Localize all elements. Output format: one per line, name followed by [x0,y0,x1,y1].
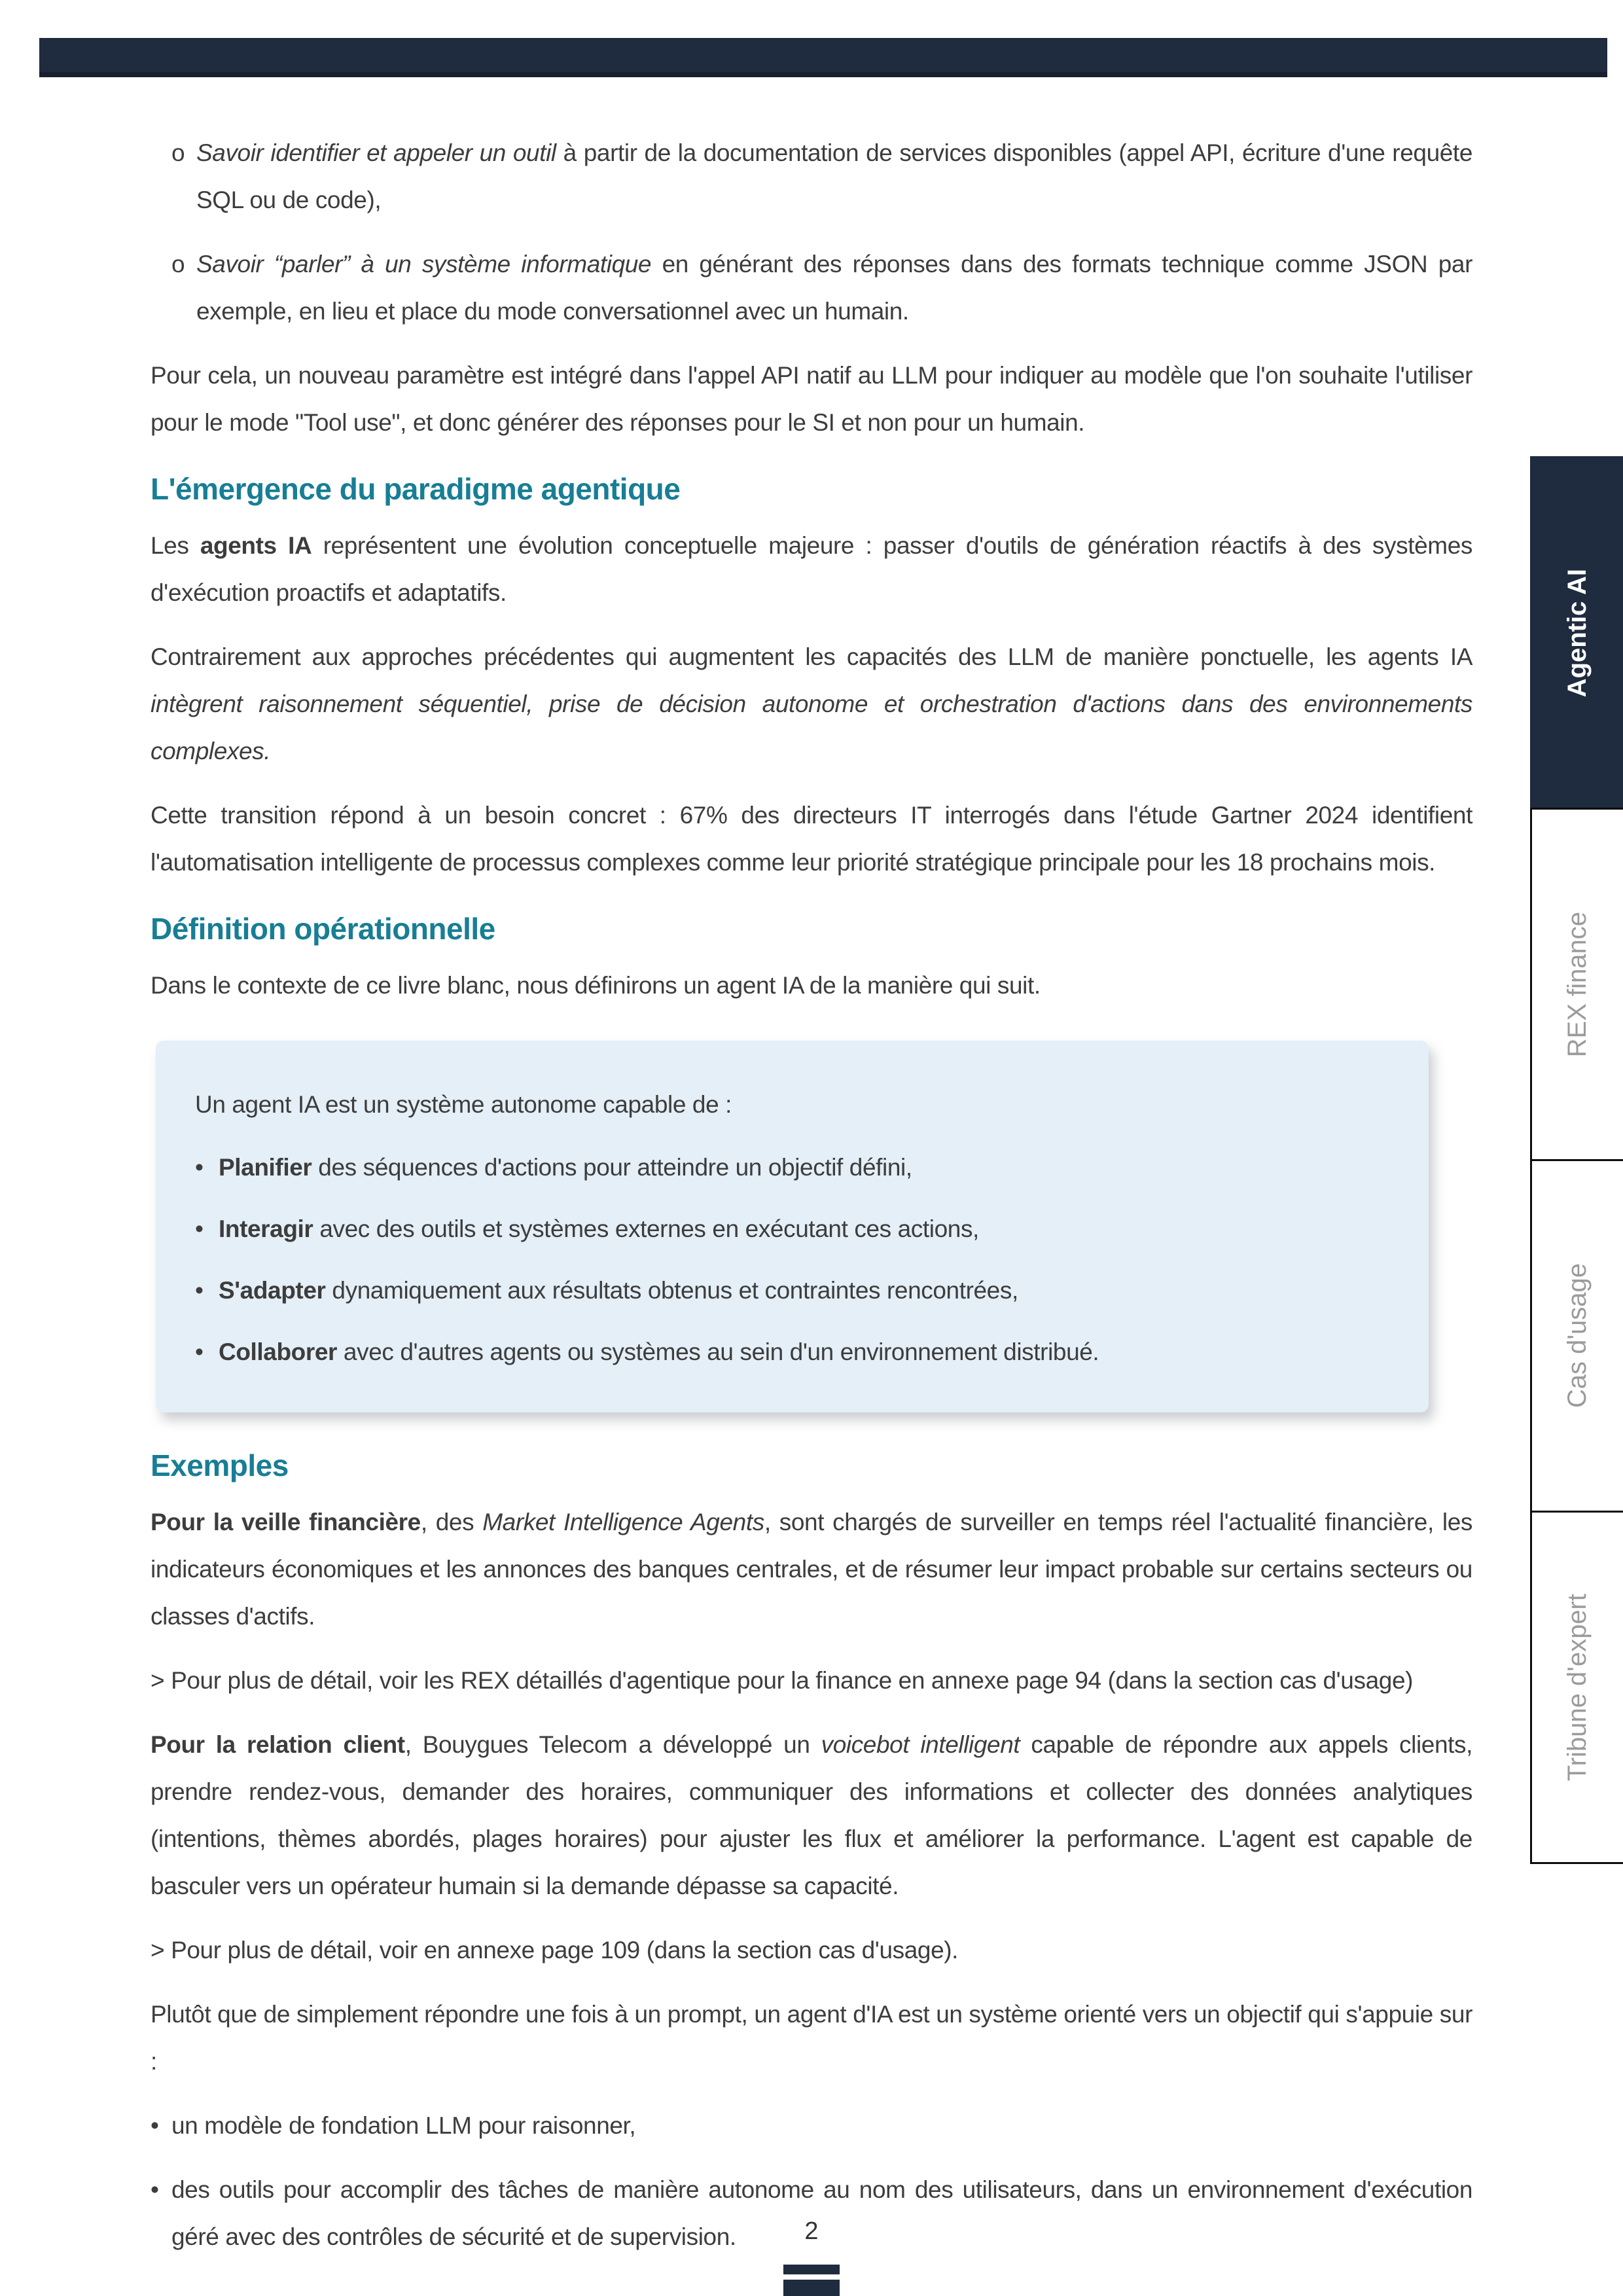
bullet-text-parler: Savoir “parler” à un système informatique en générant des réponses dans des formats technique comme JSON par exemple, en lieu et place du mode conversationnel avec un humain. [196,251,1472,325]
callout-bullet-sadapter [195,1267,1389,1314]
bullet-marker: • [195,1154,204,1181]
section-heading-emergence: L'émergence du paradigme agentique [151,472,681,506]
tab-label: Cas d'usage [1563,1263,1592,1408]
paragraph-contrairement: Contrairement aux approches précédentes qui augmentent les capacités des LLM de manière ponctuelle, les agents IA intègrent raisonnement séquentiel, prise de décision autonome et orchestration d'actions dans des environnements complexes. [151,643,1472,764]
paragraph-relation-client: Pour la relation client, Bouygues Telecom a développé un voicebot intelligent capable de répondre aux appels clients, prendre rendez-vous, demander des horaires, communiquer des informations et collecter des données analytiques (intentions, thèmes abordés, plages horaires) pour ajuster les flux et améliorer la performance. L'agent est capable de basculer vers un opérateur humain si la demande dépasse sa capacité. [151,1731,1472,1899]
bullet-text-llm: un modèle de fondation LLM pour raisonner, [171,2112,636,2139]
bullet-marker: • [195,1277,204,1304]
bullet-marker: • [195,1338,204,1365]
paragraph-pour-cela: Pour cela, un nouveau paramètre est intégré dans l'appel API natif au LLM pour indiquer au modèle que l'on souhaite l'utiliser pour le mode "Tool use", et donc générer des réponses pour le SI et non pour un humain. [151,362,1472,436]
header-bar [39,38,1607,77]
bullet-marker: • [151,2112,159,2139]
tab-label: Agentic AI [1563,568,1592,698]
page-number: 2 [804,2217,819,2245]
callout-bullet-interagir [195,1206,1389,1253]
tab-label: REX finance [1563,911,1592,1058]
callout-bullet-text: Collaborer avec d'autres agents ou systèmes au sein d'un environnement distribué. [219,1338,1099,1365]
footer-logo-bar-bottom [783,2280,840,2296]
bullet-text-outil: Savoir identifier et appeler un outil à partir de la documentation de services disponibles (appel API, écriture d'une requête SQL ou de code), [196,139,1472,213]
definition-callout-box [156,1041,1429,1412]
paragraph-plutot: Plutôt que de simplement répondre une fois à un prompt, un agent d'IA est un système orienté vers un objectif qui s'appuie sur : [151,2001,1472,2075]
callout-intro: Un agent IA est un système autonome capable de : [195,1091,732,1118]
bullet-item-outils [151,2166,1472,2261]
paragraph-contexte: Dans le contexte de ce livre blanc, nous définirons un agent IA de la manière qui suit. [151,972,1041,999]
tab-tribune-d-expert[interactable] [1530,1511,1623,1864]
tab-label: Tribune d'expert [1563,1593,1592,1782]
bullet-marker: o [171,251,185,278]
tab-rex-finance[interactable] [1530,808,1623,1161]
bullet-item-parler [151,241,1472,335]
paragraph-agents-ia: Les agents IA représentent une évolution conceptuelle majeure : passer d'outils de génération réactifs à des systèmes d'exécution proactifs et adaptatifs. [151,532,1472,606]
side-tab-rail [1530,456,1623,1864]
tab-cas-d-usage[interactable] [1530,1159,1623,1513]
section-heading-definition: Définition opérationnelle [151,912,495,946]
callout-bullet-text: Planifier des séquences d'actions pour atteindre un objectif défini, [219,1154,912,1181]
callout-bullet-collaborer [195,1329,1389,1376]
cross-reference-page-94: > Pour plus de détail, voir les REX détaillés d'agentique pour la finance en annexe page 94 (dans la section cas d'usage) [151,1667,1414,1694]
bullet-marker: • [195,1215,204,1242]
callout-bullet-planifier [195,1144,1389,1191]
tab-agentic-ai[interactable] [1530,456,1623,810]
bullet-item-llm [151,2102,1472,2149]
footer-logo [783,2265,840,2296]
callout-bullet-text: Interagir avec des outils et systèmes externes en exécutant ces actions, [219,1215,979,1242]
bullet-item-outil [151,130,1472,224]
footer-logo-gap [783,2274,840,2280]
footer-logo-bar-top [783,2265,840,2274]
callout-bullet-text: S'adapter dynamiquement aux résultats obtenus et contraintes rencontrées, [219,1277,1018,1304]
page-content [151,130,1472,2278]
bullet-marker: o [171,139,185,166]
paragraph-transition-gartner: Cette transition répond à un besoin concret : 67% des directeurs IT interrogés dans l'étude Gartner 2024 identifient l'automatisation intelligente de processus complexes comme leur priorité stratégique principale pour les 18 prochains mois. [151,802,1472,876]
paragraph-veille-financiere: Pour la veille financière, des Market Intelligence Agents, sont chargés de surveiller en temps réel l'actualité financière, les indicateurs économiques et les annonces des banques centrales, et de résumer leur impact probable sur certains secteurs ou classes d'actifs. [151,1509,1472,1630]
section-heading-exemples: Exemples [151,1448,289,1482]
bullet-text-outils: des outils pour accomplir des tâches de manière autonome au nom des utilisateurs, dans un environnement d'exécution géré avec des contrôles de sécurité et de supervision. [171,2176,1472,2250]
bullet-marker: • [151,2176,159,2203]
cross-reference-page-109: > Pour plus de détail, voir en annexe page 109 (dans la section cas d'usage). [151,1937,959,1964]
